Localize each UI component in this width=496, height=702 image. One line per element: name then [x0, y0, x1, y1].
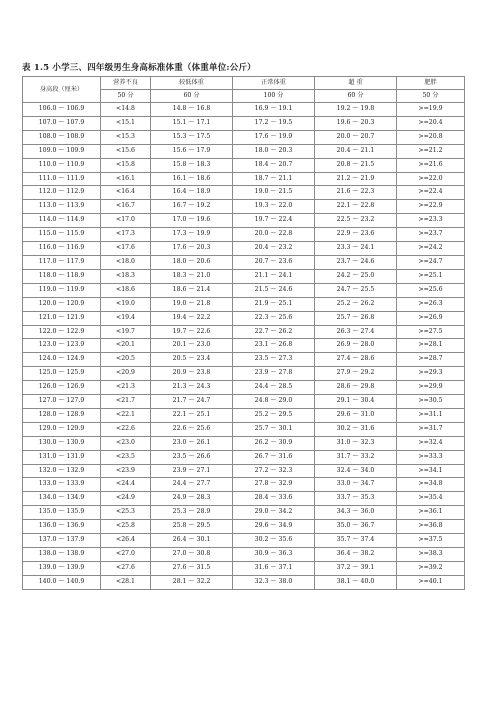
malnutrition-cell: <21.3: [101, 381, 151, 395]
normal-weight-cell: 23.5 ～ 27.3: [233, 353, 315, 367]
table-row: [23, 242, 465, 256]
malnutrition-cell: <23.9: [101, 464, 151, 478]
normal-weight-cell: 28.4 ～ 33.6: [233, 492, 315, 506]
score-normal-weight: 100 分: [233, 90, 315, 103]
low-weight-cell: 25.8 ～ 29.5: [151, 520, 233, 534]
low-weight-cell: 21.7 ～ 24.7: [151, 395, 233, 409]
normal-weight-cell: 30.9 ～ 36.3: [233, 548, 315, 562]
obese-cell: >=26.3: [397, 297, 465, 311]
malnutrition-cell: <18.3: [101, 269, 151, 283]
header-low-weight: 较低体重: [151, 77, 233, 90]
normal-weight-cell: 19.3 ～ 22.0: [233, 200, 315, 214]
malnutrition-cell: <24.9: [101, 492, 151, 506]
overweight-cell: 26.3 ～ 27.4: [315, 325, 397, 339]
table-row: [23, 436, 465, 450]
malnutrition-cell: <16.4: [101, 186, 151, 200]
overweight-cell: 21.6 ～ 22.3: [315, 186, 397, 200]
table-row: [23, 228, 465, 242]
overweight-cell: 30.2 ～ 31.6: [315, 422, 397, 436]
height-range-cell: 109.0 ～ 109.9: [23, 144, 101, 158]
low-weight-cell: 14.8 ～ 16.8: [151, 103, 233, 117]
low-weight-cell: 15.8 ～ 18.3: [151, 158, 233, 172]
obese-cell: >=40.1: [397, 575, 465, 589]
normal-weight-cell: 20.0 ～ 22.8: [233, 228, 315, 242]
low-weight-cell: 15.1 ～ 17.1: [151, 116, 233, 130]
normal-weight-cell: 22.7 ～ 26.2: [233, 325, 315, 339]
low-weight-cell: 25.3 ～ 28.9: [151, 506, 233, 520]
obese-cell: >=20.8: [397, 130, 465, 144]
height-range-cell: 112.0 ～ 112.9: [23, 186, 101, 200]
table-row: [23, 575, 465, 589]
height-range-cell: 139.0 ～ 139.9: [23, 561, 101, 575]
table-row: [23, 103, 465, 117]
normal-weight-cell: 21.9 ～ 25.1: [233, 297, 315, 311]
overweight-cell: 24.2 ～ 25.0: [315, 269, 397, 283]
obese-cell: >=20.4: [397, 116, 465, 130]
height-range-cell: 115.0 ～ 115.9: [23, 228, 101, 242]
overweight-cell: 37.2 ～ 39.1: [315, 561, 397, 575]
malnutrition-cell: <14.8: [101, 103, 151, 117]
overweight-cell: 23.7 ～ 24.6: [315, 255, 397, 269]
height-range-cell: 135.0 ～ 135.9: [23, 506, 101, 520]
table-row: [23, 492, 465, 506]
obese-cell: >=21.6: [397, 158, 465, 172]
obese-cell: >=24.7: [397, 255, 465, 269]
malnutrition-cell: <22.1: [101, 408, 151, 422]
low-weight-cell: 26.4 ～ 30.1: [151, 534, 233, 548]
obese-cell: >=22.4: [397, 186, 465, 200]
overweight-cell: 21.2 ～ 21.9: [315, 172, 397, 186]
height-range-cell: 106.0 ～ 106.9: [23, 103, 101, 117]
header-height-range: 身高段（厘米）: [23, 77, 101, 103]
normal-weight-cell: 18.0 ～ 20.3: [233, 144, 315, 158]
overweight-cell: 29.1 ～ 30.4: [315, 395, 397, 409]
malnutrition-cell: <17.0: [101, 214, 151, 228]
low-weight-cell: 22.1 ～ 25.1: [151, 408, 233, 422]
normal-weight-cell: 18.4 ～ 20.7: [233, 158, 315, 172]
table-row: [23, 214, 465, 228]
header-obese: 肥胖: [397, 77, 465, 90]
low-weight-cell: 28.1 ～ 32.2: [151, 575, 233, 589]
overweight-cell: 27.9 ～ 29.2: [315, 367, 397, 381]
height-range-cell: 121.0 ～ 121.9: [23, 311, 101, 325]
low-weight-cell: 24.4 ～ 27.7: [151, 478, 233, 492]
malnutrition-cell: <16.1: [101, 172, 151, 186]
obese-cell: >=27.5: [397, 325, 465, 339]
height-range-cell: 131.0 ～ 131.9: [23, 450, 101, 464]
normal-weight-cell: 25.7 ～ 30.1: [233, 422, 315, 436]
table-row: [23, 464, 465, 478]
overweight-cell: 19.6 ～ 20.3: [315, 116, 397, 130]
height-range-cell: 125.0 ～ 125.9: [23, 367, 101, 381]
obese-cell: >=25.6: [397, 283, 465, 297]
table-row: [23, 506, 465, 520]
malnutrition-cell: <20.1: [101, 339, 151, 353]
normal-weight-cell: 19.7 ～ 22.4: [233, 214, 315, 228]
height-range-cell: 117.0 ～ 117.9: [23, 255, 101, 269]
normal-weight-cell: 22.3 ～ 25.6: [233, 311, 315, 325]
obese-cell: >=34.8: [397, 478, 465, 492]
obese-cell: >=39.2: [397, 561, 465, 575]
malnutrition-cell: <20.9: [101, 367, 151, 381]
malnutrition-cell: <27.0: [101, 548, 151, 562]
malnutrition-cell: <25.3: [101, 506, 151, 520]
low-weight-cell: 27.6 ～ 31.5: [151, 561, 233, 575]
table-row: [23, 269, 465, 283]
height-range-cell: 119.0 ～ 119.9: [23, 283, 101, 297]
low-weight-cell: 23.9 ～ 27.1: [151, 464, 233, 478]
malnutrition-cell: <21.7: [101, 395, 151, 409]
table-row: [23, 130, 465, 144]
obese-cell: >=35.4: [397, 492, 465, 506]
height-range-cell: 113.0 ～ 113.9: [23, 200, 101, 214]
table-row: [23, 158, 465, 172]
height-range-cell: 127.0 ～ 127.9: [23, 395, 101, 409]
malnutrition-cell: <15.6: [101, 144, 151, 158]
obese-cell: >=28.7: [397, 353, 465, 367]
height-range-cell: 108.0 ～ 108.9: [23, 130, 101, 144]
height-range-cell: 107.0 ～ 107.9: [23, 116, 101, 130]
overweight-cell: 32.4 ～ 34.0: [315, 464, 397, 478]
table-row: [23, 381, 465, 395]
overweight-cell: 33.0 ～ 34.7: [315, 478, 397, 492]
obese-cell: >=23.7: [397, 228, 465, 242]
obese-cell: >=22.0: [397, 172, 465, 186]
normal-weight-cell: 32.3 ～ 38.0: [233, 575, 315, 589]
low-weight-cell: 15.3 ～ 17.5: [151, 130, 233, 144]
low-weight-cell: 20.5 ～ 23.4: [151, 353, 233, 367]
obese-cell: >=38.3: [397, 548, 465, 562]
malnutrition-cell: <25.8: [101, 520, 151, 534]
normal-weight-cell: 21.1 ～ 24.1: [233, 269, 315, 283]
table-row: [23, 561, 465, 575]
obese-cell: >=29.3: [397, 367, 465, 381]
malnutrition-cell: <15.3: [101, 130, 151, 144]
table-header: [23, 77, 465, 103]
score-malnutrition: 50 分: [101, 90, 151, 103]
overweight-cell: 23.3 ～ 24.1: [315, 242, 397, 256]
overweight-cell: 28.6 ～ 29.8: [315, 381, 397, 395]
header-normal-weight: 正常体重: [233, 77, 315, 90]
height-range-cell: 136.0 ～ 136.9: [23, 520, 101, 534]
low-weight-cell: 19.0 ～ 21.8: [151, 297, 233, 311]
low-weight-cell: 23.5 ～ 26.6: [151, 450, 233, 464]
header-row-categories: [23, 77, 465, 90]
low-weight-cell: 19.4 ～ 22.2: [151, 311, 233, 325]
malnutrition-cell: <20.5: [101, 353, 151, 367]
table-body: [23, 103, 465, 590]
obese-cell: >=34.1: [397, 464, 465, 478]
obese-cell: >=37.5: [397, 534, 465, 548]
table-row: [23, 255, 465, 269]
normal-weight-cell: 19.0 ～ 21.5: [233, 186, 315, 200]
overweight-cell: 38.1 ～ 40.0: [315, 575, 397, 589]
malnutrition-cell: <24.4: [101, 478, 151, 492]
header-overweight: 超 重: [315, 77, 397, 90]
normal-weight-cell: 17.2 ～ 19.5: [233, 116, 315, 130]
overweight-cell: 34.3 ～ 36.0: [315, 506, 397, 520]
malnutrition-cell: <15.1: [101, 116, 151, 130]
normal-weight-cell: 21.5 ～ 24.6: [233, 283, 315, 297]
malnutrition-cell: <22.6: [101, 422, 151, 436]
overweight-cell: 20.4 ～ 21.1: [315, 144, 397, 158]
malnutrition-cell: <18.6: [101, 283, 151, 297]
low-weight-cell: 18.3 ～ 21.0: [151, 269, 233, 283]
obese-cell: >=19.9: [397, 103, 465, 117]
malnutrition-cell: <26.4: [101, 534, 151, 548]
height-range-cell: 122.0 ～ 122.9: [23, 325, 101, 339]
malnutrition-cell: <23.0: [101, 436, 151, 450]
overweight-cell: 22.5 ～ 23.2: [315, 214, 397, 228]
overweight-cell: 31.7 ～ 33.2: [315, 450, 397, 464]
height-range-cell: 138.0 ～ 138.9: [23, 548, 101, 562]
weight-standard-table: [22, 76, 465, 590]
low-weight-cell: 17.0 ～ 19.6: [151, 214, 233, 228]
height-range-cell: 126.0 ～ 126.9: [23, 381, 101, 395]
normal-weight-cell: 17.6 ～ 19.9: [233, 130, 315, 144]
low-weight-cell: 24.9 ～ 28.3: [151, 492, 233, 506]
low-weight-cell: 16.7 ～ 19.2: [151, 200, 233, 214]
height-range-cell: 124.0 ～ 124.9: [23, 353, 101, 367]
overweight-cell: 29.6 ～ 31.0: [315, 408, 397, 422]
normal-weight-cell: 20.7 ～ 23.6: [233, 255, 315, 269]
low-weight-cell: 18.6 ～ 21.4: [151, 283, 233, 297]
low-weight-cell: 23.0 ～ 26.1: [151, 436, 233, 450]
table-row: [23, 297, 465, 311]
low-weight-cell: 16.4 ～ 18.9: [151, 186, 233, 200]
low-weight-cell: 19.7 ～ 22.6: [151, 325, 233, 339]
obese-cell: >=36.8: [397, 520, 465, 534]
malnutrition-cell: <19.4: [101, 311, 151, 325]
malnutrition-cell: <19.0: [101, 297, 151, 311]
malnutrition-cell: <17.3: [101, 228, 151, 242]
height-range-cell: 132.0 ～ 132.9: [23, 464, 101, 478]
overweight-cell: 31.0 ～ 32.3: [315, 436, 397, 450]
obese-cell: >=24.2: [397, 242, 465, 256]
table-row: [23, 116, 465, 130]
obese-cell: >=33.3: [397, 450, 465, 464]
normal-weight-cell: 27.2 ～ 32.3: [233, 464, 315, 478]
low-weight-cell: 27.0 ～ 30.8: [151, 548, 233, 562]
low-weight-cell: 16.1 ～ 18.6: [151, 172, 233, 186]
height-range-cell: 120.0 ～ 120.9: [23, 297, 101, 311]
normal-weight-cell: 18.7 ～ 21.1: [233, 172, 315, 186]
low-weight-cell: 22.6 ～ 25.6: [151, 422, 233, 436]
overweight-cell: 24.7 ～ 25.5: [315, 283, 397, 297]
height-range-cell: 116.0 ～ 116.9: [23, 242, 101, 256]
table-row: [23, 395, 465, 409]
low-weight-cell: 17.3 ～ 19.9: [151, 228, 233, 242]
table-row: [23, 325, 465, 339]
obese-cell: >=36.1: [397, 506, 465, 520]
table-row: [23, 339, 465, 353]
height-range-cell: 140.0 ～ 140.9: [23, 575, 101, 589]
low-weight-cell: 20.1 ～ 23.0: [151, 339, 233, 353]
table-row: [23, 186, 465, 200]
overweight-cell: 35.0 ～ 36.7: [315, 520, 397, 534]
table-row: [23, 200, 465, 214]
overweight-cell: 22.9 ～ 23.6: [315, 228, 397, 242]
low-weight-cell: 17.6 ～ 20.3: [151, 242, 233, 256]
normal-weight-cell: 24.8 ～ 29.0: [233, 395, 315, 409]
malnutrition-cell: <18.0: [101, 255, 151, 269]
height-range-cell: 134.0 ～ 134.9: [23, 492, 101, 506]
score-overweight: 60 分: [315, 90, 397, 103]
normal-weight-cell: 29.6 ～ 34.9: [233, 520, 315, 534]
table-row: [23, 311, 465, 325]
malnutrition-cell: <27.6: [101, 561, 151, 575]
table-row: [23, 478, 465, 492]
overweight-cell: 33.7 ～ 35.3: [315, 492, 397, 506]
normal-weight-cell: 25.2 ～ 29.5: [233, 408, 315, 422]
table-row: [23, 450, 465, 464]
overweight-cell: 20.8 ～ 21.5: [315, 158, 397, 172]
normal-weight-cell: 31.6 ～ 37.1: [233, 561, 315, 575]
table-row: [23, 172, 465, 186]
obese-cell: >=25.1: [397, 269, 465, 283]
table-row: [23, 367, 465, 381]
normal-weight-cell: 26.2 ～ 30.9: [233, 436, 315, 450]
malnutrition-cell: <16.7: [101, 200, 151, 214]
height-range-cell: 128.0 ～ 128.9: [23, 408, 101, 422]
overweight-cell: 25.7 ～ 26.8: [315, 311, 397, 325]
overweight-cell: 26.9 ～ 28.0: [315, 339, 397, 353]
score-obese: 50 分: [397, 90, 465, 103]
table-row: [23, 520, 465, 534]
height-range-cell: 129.0 ～ 129.9: [23, 422, 101, 436]
height-range-cell: 137.0 ～ 137.9: [23, 534, 101, 548]
table-row: [23, 144, 465, 158]
normal-weight-cell: 29.0 ～ 34.2: [233, 506, 315, 520]
malnutrition-cell: <17.6: [101, 242, 151, 256]
malnutrition-cell: <28.1: [101, 575, 151, 589]
overweight-cell: 25.2 ～ 26.2: [315, 297, 397, 311]
overweight-cell: 20.0 ～ 20.7: [315, 130, 397, 144]
obese-cell: >=26.9: [397, 311, 465, 325]
height-range-cell: 123.0 ～ 123.9: [23, 339, 101, 353]
table-row: [23, 353, 465, 367]
table-row: [23, 534, 465, 548]
obese-cell: >=23.3: [397, 214, 465, 228]
low-weight-cell: 18.0 ～ 20.6: [151, 255, 233, 269]
obese-cell: >=31.1: [397, 408, 465, 422]
obese-cell: >=32.4: [397, 436, 465, 450]
overweight-cell: 35.7 ～ 37.4: [315, 534, 397, 548]
height-range-cell: 110.0 ～ 110.9: [23, 158, 101, 172]
table-row: [23, 548, 465, 562]
table-row: [23, 408, 465, 422]
normal-weight-cell: 23.1 ～ 26.8: [233, 339, 315, 353]
height-range-cell: 130.0 ～ 130.9: [23, 436, 101, 450]
low-weight-cell: 20.9 ～ 23.8: [151, 367, 233, 381]
table-row: [23, 283, 465, 297]
normal-weight-cell: 26.7 ～ 31.6: [233, 450, 315, 464]
obese-cell: >=28.1: [397, 339, 465, 353]
low-weight-cell: 15.6 ～ 17.9: [151, 144, 233, 158]
obese-cell: >=29.9: [397, 381, 465, 395]
malnutrition-cell: <15.8: [101, 158, 151, 172]
overweight-cell: 22.1 ～ 22.8: [315, 200, 397, 214]
normal-weight-cell: 24.4 ～ 28.5: [233, 381, 315, 395]
header-malnutrition: 营养不良: [101, 77, 151, 90]
height-range-cell: 133.0 ～ 133.9: [23, 478, 101, 492]
malnutrition-cell: <19.7: [101, 325, 151, 339]
overweight-cell: 19.2 ～ 19.8: [315, 103, 397, 117]
malnutrition-cell: <23.5: [101, 450, 151, 464]
overweight-cell: 27.4 ～ 28.6: [315, 353, 397, 367]
score-low-weight: 60 分: [151, 90, 233, 103]
height-range-cell: 118.0 ～ 118.9: [23, 269, 101, 283]
low-weight-cell: 21.3 ～ 24.3: [151, 381, 233, 395]
normal-weight-cell: 23.9 ～ 27.8: [233, 367, 315, 381]
table-caption: 表 1.5 小学三、四年级男生身高标准体重（体重单位:公斤）: [22, 63, 256, 73]
overweight-cell: 36.4 ～ 38.2: [315, 548, 397, 562]
obese-cell: >=21.2: [397, 144, 465, 158]
normal-weight-cell: 27.8 ～ 32.9: [233, 478, 315, 492]
normal-weight-cell: 30.2 ～ 35.6: [233, 534, 315, 548]
height-range-cell: 111.0 ～ 111.9: [23, 172, 101, 186]
normal-weight-cell: 20.4 ～ 23.2: [233, 242, 315, 256]
obese-cell: >=22.9: [397, 200, 465, 214]
table-row: [23, 422, 465, 436]
height-range-cell: 114.0 ～ 114.9: [23, 214, 101, 228]
obese-cell: >=31.7: [397, 422, 465, 436]
normal-weight-cell: 16.9 ～ 19.1: [233, 103, 315, 117]
obese-cell: >=30.5: [397, 395, 465, 409]
